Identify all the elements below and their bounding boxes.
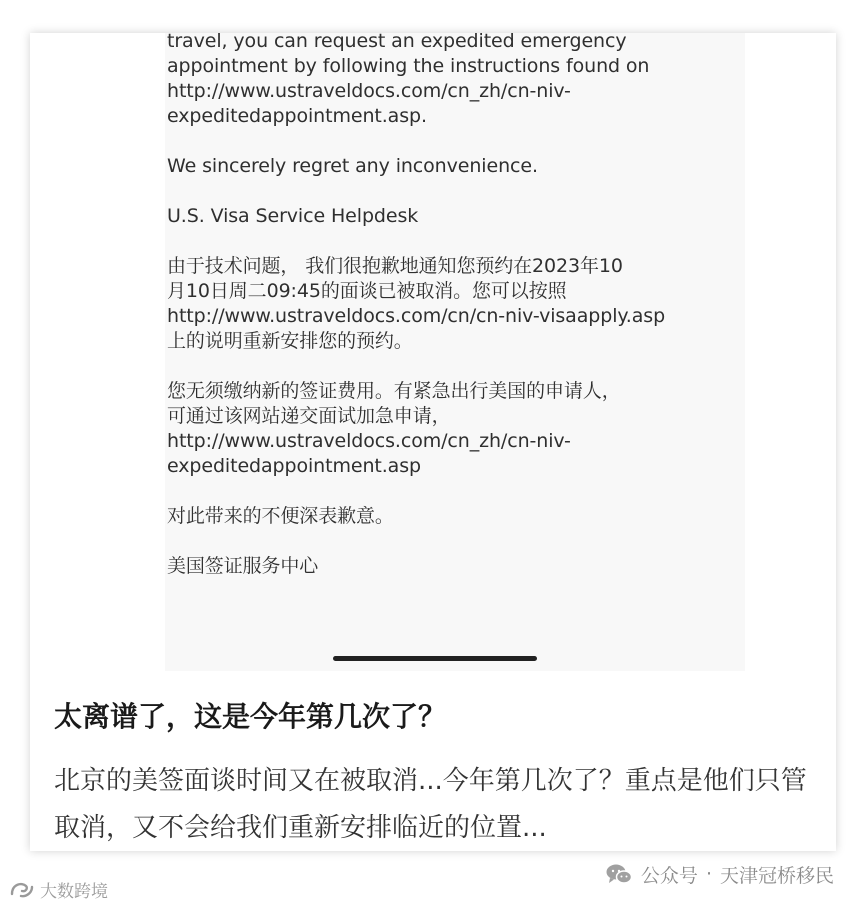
email-paragraph-regret-en: We sincerely regret any inconvenience. xyxy=(167,155,538,177)
email-paragraph-regret-zh: 对此带来的不便深表歉意。 xyxy=(167,505,394,527)
wechat-icon xyxy=(605,862,633,886)
watermark-logo-icon xyxy=(8,878,36,900)
email-content xyxy=(167,33,737,604)
watermark-right-prefix: 公众号 xyxy=(640,864,698,887)
email-paragraph-expedite-zh: 您无须缴纳新的签证费用。有紧急出行美国的申请人， 可通过该网站递交面试加急申请， http://www.ustraveldocs.com/cn_zh/cn-niv- expeditedappointment.asp xyxy=(167,380,621,477)
email-paragraph-signature-zh: 美国签证服务中心 xyxy=(167,555,319,577)
email-paragraph-expedite-en: travel, you can request an expedited emergency appointment by following the instructions found on http://www.ustraveldocs.com/cn_zh/cn-niv- expeditedappointment.asp. xyxy=(167,33,650,127)
watermark-left xyxy=(8,876,108,902)
watermark-left-text: 大数跨境 xyxy=(40,881,108,902)
article-title: 太离谱了，这是今年第几次了？ xyxy=(54,700,447,733)
watermark-right-separator: · xyxy=(705,863,712,885)
home-indicator-bar xyxy=(333,656,537,661)
watermark-right xyxy=(605,858,834,890)
article-card xyxy=(30,33,836,851)
watermark-right-account: 天津冠桥移民 xyxy=(719,864,834,887)
article-body: 北京的美签面谈时间又在被取消...今年第几次了？重点是他们只管取消，又不会给我们重新安排临近的位置... xyxy=(54,766,807,843)
email-paragraph-signature-en: U.S. Visa Service Helpdesk xyxy=(167,205,419,227)
email-paragraph-cancel-zh: 由于技术问题， 我们很抱歉地通知您预约在2023年10 月10日周二09:45的面谈已被取消。您可以按照 http://www.ustraveldocs.com/cn/cn-niv-visaapply.asp 上的说明重新安排您的预约。 xyxy=(167,255,666,352)
email-screenshot xyxy=(165,33,745,671)
